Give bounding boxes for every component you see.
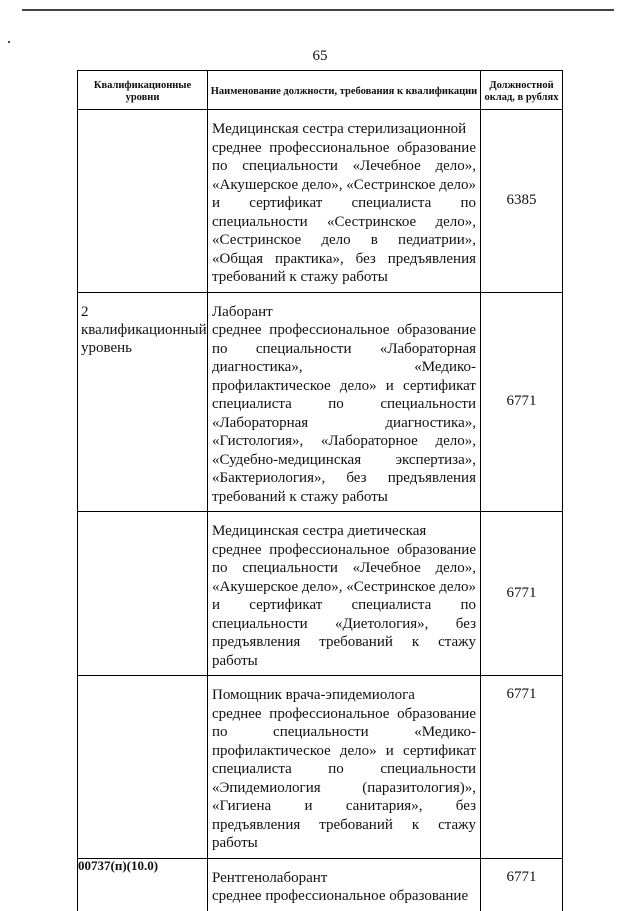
- salary-cell: 6771: [481, 676, 563, 859]
- table-row: [78, 676, 563, 859]
- position-cell: [208, 512, 481, 676]
- position-title: Рентгенолаборант: [212, 869, 328, 886]
- salary-cell: 6385: [481, 110, 563, 293]
- position-requirements: среднее профессиональное образование: [212, 888, 469, 904]
- qualification-level-cell: [78, 110, 208, 293]
- salary-table: [77, 70, 563, 911]
- scan-speck: [8, 41, 10, 43]
- position-requirements: среднее профессиональное образование по специальности «Лабораторная диагностика», «Медико-профилактическое дело» и сертификат специалиста по специальности «Лабораторная диагностика», «Гистология», «Лабораторное дело», «Судебно-медицинская экспертиза», «Бактериология», без предъявления требований к стажу работы: [212, 322, 476, 505]
- table-row: [78, 292, 563, 512]
- salary-cell: 6771: [481, 292, 563, 512]
- position-title: Лаборант: [212, 303, 273, 320]
- salary-cell: 6771: [481, 858, 563, 911]
- position-title: Медицинская сестра стерилизационной: [212, 121, 467, 137]
- qualification-level-cell: 2 квалификационный уровень: [78, 292, 208, 512]
- table-row: [78, 512, 563, 676]
- header-position-requirements: Наименование должности, требования к квалификации: [208, 71, 481, 110]
- qualification-level-cell: [78, 512, 208, 676]
- position-cell: [208, 676, 481, 859]
- scan-edge-line: [22, 9, 614, 11]
- header-salary: Должностной оклад, в рублях: [481, 71, 563, 110]
- position-title: Помощник врача-эпидемиолога: [212, 687, 415, 703]
- position-requirements: среднее профессиональное образование по специальности «Лечебное дело», «Акушерское дело», «Сестринское дело» и сертификат специалиста по специальности «Сестринское дело», «Сестринское дело в педиатрии», «Общая практика», без предъявления требований к стажу работы: [212, 139, 476, 285]
- position-requirements: среднее профессиональное образование по специальности «Медико-профилактическое дело» и сертификат специалиста по специальности «Эпидемиология (паразитология)», «Гигиена и санитария», без предъявления требований к стажу работы: [212, 705, 476, 851]
- page-number: 65: [312, 48, 328, 64]
- header-qualification-levels: Квалификационные уровни: [78, 71, 208, 110]
- salary-cell: 6771: [481, 512, 563, 676]
- position-cell: [208, 858, 481, 911]
- position-title: Медицинская сестра диетическая: [212, 523, 427, 539]
- document-code: 00737(п)(10.0): [78, 858, 159, 873]
- qualification-level-cell: [78, 676, 208, 859]
- position-cell: [208, 292, 481, 512]
- table-row: [78, 110, 563, 293]
- position-requirements: среднее профессиональное образование по специальности «Лечебное дело», «Акушерское дело», «Сестринское дело» и сертификат специалиста по специальности «Диетология», без предъявления требований к стажу работы: [212, 541, 476, 669]
- position-cell: [208, 110, 481, 293]
- table-header-row: [78, 71, 563, 110]
